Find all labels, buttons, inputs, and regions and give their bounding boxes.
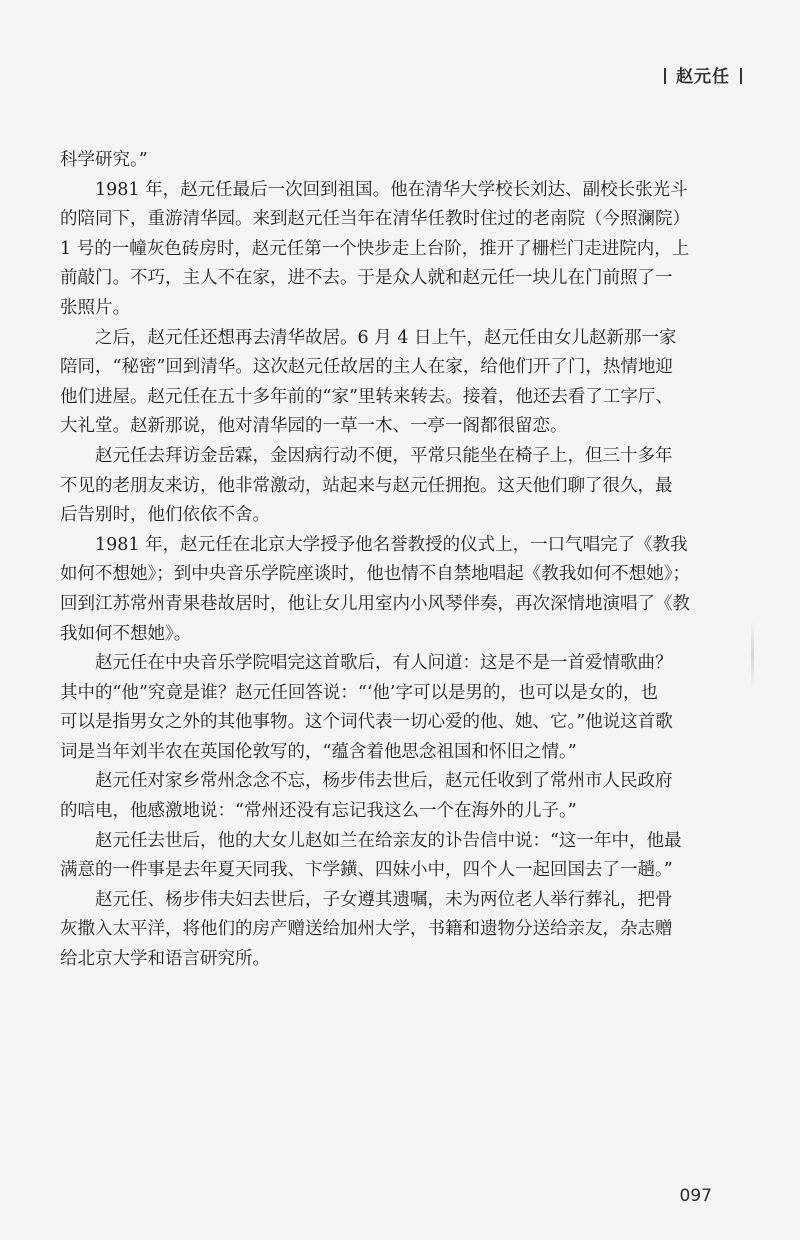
header-right-rule <box>740 68 742 84</box>
header-left-rule <box>664 68 666 84</box>
body-line: 他们进屋。赵元任在五十多年前的“家”里转来转去。接着，他还去看了工字厅、 <box>60 386 673 407</box>
body-line: 赵元任去世后，他的大女儿赵如兰在给亲友的讣告信中说：“这一年中，他最 <box>95 830 682 851</box>
body-line: 之后，赵元任还想再去清华故居。6 月 4 日上午，赵元任由女儿赵新那一家 <box>95 327 677 348</box>
body-line: 陪同，“秘密”回到清华。这次赵元任故居的主人在家，给他们开了门，热情地迎 <box>60 357 673 378</box>
body-line: 灰撒入太平洋，将他们的房产赠送给加州大学，书籍和遗物分送给亲友，杂志赠 <box>60 919 673 940</box>
body-line: 的唁电，他感激地说：“常州还没有忘记我这么一个在海外的儿子。” <box>60 801 577 822</box>
body-line: 大礼堂。赵新那说，他对清华园的一草一木、一亭一阁都很留恋。 <box>60 416 568 437</box>
body-line: 如何不想她》；到中央音乐学院座谈时，他也情不自禁地唱起《教我如何不想她》； <box>60 564 690 585</box>
scan-shadow <box>751 620 754 690</box>
body-line: 赵元任去拜访金岳霖，金因病行动不便，平常只能坐在椅子上，但三十多年 <box>95 445 673 466</box>
body-line: 1 号的一幢灰色砖房时，赵元任第一个快步走上台阶，推开了栅栏门走进院内，上 <box>60 238 690 259</box>
body-line: 给北京大学和语言研究所。 <box>60 949 270 970</box>
body-line: 后告别时，他们依依不舍。 <box>60 505 270 526</box>
body-line: 赵元任、杨步伟夫妇去世后，子女遵其遗嘱，未为两位老人举行葬礼，把骨 <box>95 889 673 910</box>
body-line: 张照片。 <box>60 297 130 318</box>
body-line: 回到江苏常州青果巷故居时，他让女儿用室内小风琴伴奏，再次深情地演唱了《教 <box>60 593 690 614</box>
page-number: 097 <box>679 1186 712 1206</box>
body-line: 赵元任对家乡常州念念不忘，杨步伟去世后，赵元任收到了常州市人民政府 <box>95 771 673 792</box>
body-line: 前敲门。不巧，主人不在家，进不去。于是众人就和赵元任一块儿在门前照了一 <box>60 268 673 289</box>
body-line: 1981 年，赵元任在北京大学授予他名誉教授的仪式上，一口气唱完了《教我 <box>95 534 688 555</box>
running-head-title: 赵元任 <box>676 67 730 87</box>
body-line: 我如何不想她》。 <box>60 623 192 644</box>
body-line: 科学研究。” <box>60 150 148 170</box>
body-line: 可以是指男女之外的其他事物。这个词代表一切心爱的他、她、它。”他说这首歌 <box>60 712 673 733</box>
body-line: 的陪同下，重游清华园。来到赵元任当年在清华任教时住过的老南院（今照澜院） <box>60 209 690 230</box>
body-line: 不见的老朋友来访，他非常激动，站起来与赵元任拥抱。这天他们聊了很久，最 <box>60 475 673 496</box>
body-line: 词是当年刘半农在英国伦敦写的，“蕴含着他思念祖国和怀旧之情。” <box>60 741 577 762</box>
body-line: 其中的“他”究竟是谁？赵元任回答说：“‘他’字可以是男的，也可以是女的，也 <box>60 682 658 703</box>
running-head <box>654 62 752 87</box>
body-line: 赵元任在中央音乐学院唱完这首歌后，有人问道：这是不是一首爱情歌曲？ <box>95 653 673 674</box>
body-text <box>60 146 718 975</box>
body-line: 1981 年，赵元任最后一次回到祖国。他在清华大学校长刘达、副校长张光斗 <box>95 179 688 200</box>
body-line: 满意的一件事是去年夏天同我、卞学鐄、四妹小中，四个人一起回国去了一趟。” <box>60 860 673 881</box>
